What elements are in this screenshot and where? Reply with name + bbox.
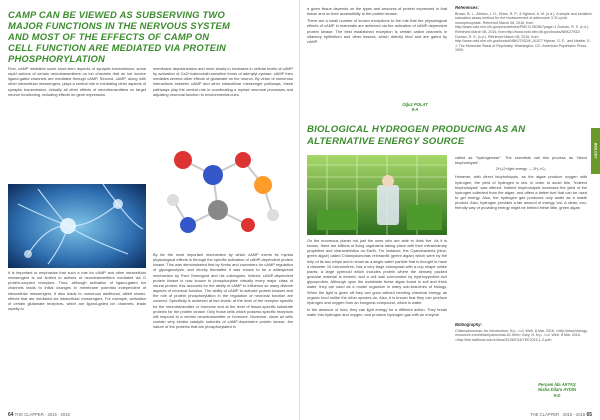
paragraph: There are a small number of known exceptions to the rule that the physiological effects of cAMP in mammals are achieved via the activation of cAMP-dependent protein kinase. The best established exception is certain cation channels in olfactory epithelium and other tissues, which directly bind and are gated by cAMP. (307, 18, 447, 44)
title-line: ALTERNATIVE ENERGY SOURCE (307, 136, 465, 147)
author-name: Nisha Dilara AYDIN (538, 387, 576, 393)
article-title-hydrogen (307, 124, 587, 148)
bibliography-text: Chlamydomonas: An Introduction. N.p., n.d. Web. 8 Mar. 2016. <http://www.biology-resources.com/chlamydomonas-01.html> Gary, N. N.p., n.d. Web. 8 Mar. 2016. <http://the.tadblock.edu.tr/docs/2015/EG4/YEE2015-1-2.pdf> (455, 328, 589, 342)
algae-lab-image (307, 155, 447, 235)
paragraph: First, cAMP mediates some short-term aspects of synaptic transmission; some rapid actions of certain neurotransmitters on ion channels that do not involve ligand-gated channels are mediated through cAMP. Second, cAMP, along with other intracellular messengers, plays a central role in mediating other aspects of synaptic transmission, virtually all other effects of neurotransmitters on target neuron functioning, including effects on gene expression. (8, 66, 146, 97)
left-footer (8, 412, 70, 418)
references-text: Brown, B. L., Albano, J. D., Ekins, R. P., & Sgherzi, A. M. (n.d.). A simple and sensitive saturation assay method for the measurement of adenosine 3',5'-cyclic monophosphate. Retrieved March 08, 2016, from http://www.ncbi.nlm.nih.gov/pmc/articles/PMC1178036/?page=1 Duman, R. S. (n.d.). Retrieved March 08, 2016, from http://www.ncbi.nlm.nih.gov/books/NBK27932/ Duman, R. S. (n.d.). Retrieved March 08, 2016, from http://www.ncbi.nlm.nih.gov/books/NBK27932/#_A1577 Hyman, S. E., and Nestler, E. J. The Molecular Basis of Psychiatry. Washington, DC: American Psychiatric Press, 1993. (455, 11, 592, 53)
section-tab-biology (591, 128, 600, 174)
paragraph: However, with direct biophotolysis, as the algae produce oxygen with hydrogen, the yield of hydrogen is low. In order to avoid this, "indirect biophotolysis" was offered. Indirect biophotolysis increases the yield of the hydrogen collected from the algae, and offers a better fuel that can be used to get energy. Also, the hydrogen gas produces only water as a waste product. Also, hydrogen provides a fair amount of energy, too. A clean, eco-friendly way of providing energy might be behind these little, green algae. (455, 174, 587, 211)
page-number: 64 (8, 412, 14, 418)
paragraph: membrane depolarization and more slowly to increases in cellular levels of cAMP by activation of Ca2+/calmodulin-sensitive forms of adenylyl cyclase. cAMP then mediates several other effects of glutamate on the neuron. By virtue of numerous interactions between cAMP and other intracellular messenger pathways, these pathways play the central role in coordinating a myriad neuronal processes and adjusting neuronal function to environmental cues. (153, 66, 293, 97)
paragraph: a given tissue depends on the types and amounts of protein expressed in that tissue and on their accessibility to the protein kinase. (307, 6, 447, 17)
reaction-formula: 2H₂O+light energy → 2H₂+O₂ (496, 167, 546, 172)
bibliography-heading: Bibliography: (455, 323, 482, 327)
paragraph: On the enormous planet not just the ones who are able to think live. As it is known, there are billions of living organisms taking place with their extraordinary properties and characteristics on Earth. For instance, the Cyanobacteria (blue-green algae) called Chlamydomonas reinhardtii (green algae) which were by the help of its two whips and in small as a single water particle that is thought to have a diameter 10 micrometres, has a very large chloroplast with a cup shape unlike plants; a large pyrenoid which includes protein where the densely packed granular material is formed; and a cell wall surrounded by hydroxyproline-rich glycoprotein. Although upon the worldwide these algae found in soil and fresh water, they are used as a model organism in many sub-branches of biology. When the light is given off they can grow without needing chemical energy, as organic food unlike the other species do. Also, it is known that they can produce hydrogen and oxygen from an inorganic compound, which is water. (307, 238, 447, 305)
paragraph: By far the most important mechanism by which cAMP exerts its myriad physiological effects is through the specific activation of cAMP-dependent protein kinase. This was demonstrated first by Krebs and coworkers for cAMP regulation of glycogenolysis, and shortly thereafter it was shown to be a widespread mechanism by Paul Greengard and his colleagues. Indeed, cAMP-dependent protein kinase is now known to phosphorylate virtually every major class of neural protein; this accounts for the ability of cAMP to influence so many diverse aspects of neuronal function. The ability of cAMP to activate protein kinases and the role of protein phosphorylation in the regulation of neuronal function are covered. Specificity is achieved at two levels: at the level of the receptor specific for the neurotransmitter or hormone and at the level of tissue-specific substrate proteins for the protein kinase. Only those cells which possess specific receptors will respond to a certain neurotransmitter or hormone. Moreover, since all cells contain very similar catalytic subunits of cAMP-dependent protein kinase, the nature of the proteins that are phosphorylated in (153, 252, 293, 330)
right-column-2 (307, 238, 447, 413)
author-name: Oğuz POLAT (402, 102, 428, 107)
author-class: 9-A (411, 107, 419, 113)
title-line: CAMP CAN BE VIEWED AS SUBSERVING TWO (8, 9, 225, 20)
right-column-3 (455, 155, 587, 283)
author-name: Perçem İda AKTAŞ (538, 382, 576, 387)
author-signature-1 (390, 102, 440, 113)
page-number: 65 (586, 412, 592, 418)
right-footer (530, 412, 592, 418)
title-line: BIOLOGICAL HYDROGEN PRODUCING AS AN (307, 124, 526, 135)
footer-label: THE CLAPPER · 2015 - 2016 (530, 412, 586, 417)
paragraph: It is important to emphasize that such a role for cAMP and other intracellular messengers is not limited to actions of neurotransmitters mediated via G protein-coupled receptors. Thus, although activation of ligand-gated ion channels leads to initial changes in membrane potential independent of intracellular messengers, it also leads to numerous additional, albeit slower, effects that are mediated via intracellular messengers. For example, activation of certain glutamate receptors, which are ligand-gated ion channels, leads rapidly to (8, 270, 146, 312)
author-signature-2 (522, 382, 592, 398)
left-column-2-bottom (153, 252, 293, 412)
title-line: CELL FUNCTION ARE MEDIATED VIA PROTEIN (8, 42, 227, 53)
section-tab-label: BIOLOGY (593, 143, 598, 159)
bibliography-box (455, 323, 589, 373)
title-line: MAJOR FUNCTIONS IN THE NERVOUS SYSTEM (8, 20, 230, 31)
left-column-1-bottom (8, 270, 146, 412)
paragraph: In the absence of food, they can light energy for a different action. They break water into hydrogen and oxygen, and produce hydrogen gas with an enzyme (307, 307, 447, 318)
right-page (300, 0, 600, 420)
paragraph: called as "hydrogenase". The scientists call this process as "direct biophotolysis". (455, 155, 587, 166)
neuron-image (8, 184, 146, 268)
author-class: 9-D (553, 392, 561, 398)
references-box (455, 6, 593, 118)
molecule-image (153, 130, 293, 250)
title-line: AND MOST OF THE EFFECTS OF CAMP ON (8, 31, 210, 42)
footer-label: THE CLAPPER · 2015 - 2016 (14, 412, 70, 417)
article-title-camp (8, 9, 292, 64)
title-line: PHOSPHORYLATION (8, 53, 105, 64)
references-heading: References: (455, 6, 479, 10)
